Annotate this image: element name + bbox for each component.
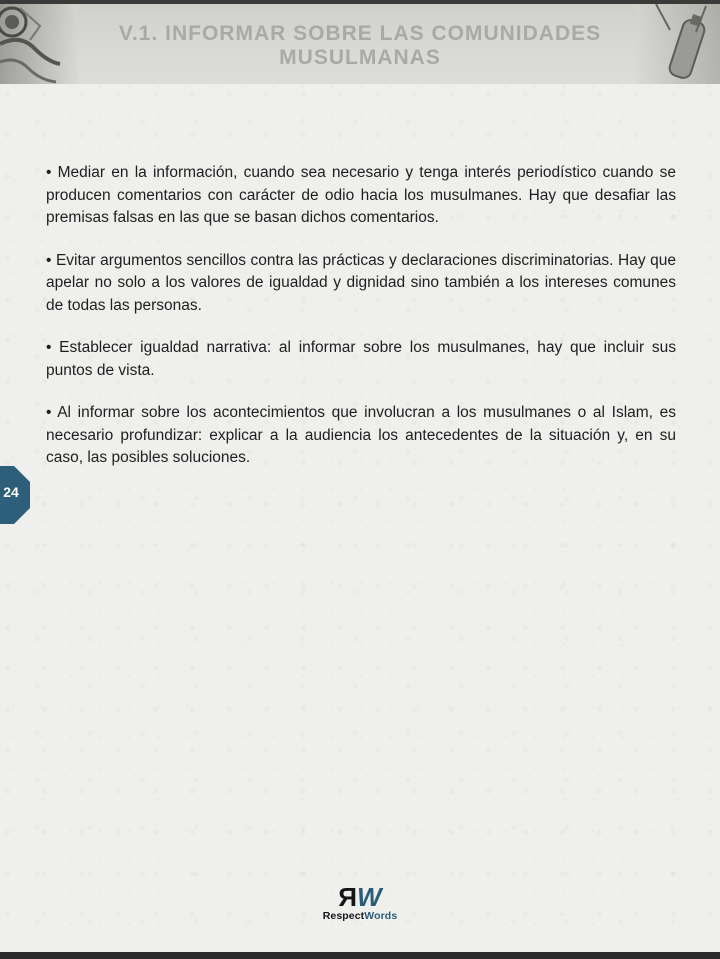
- logo-wordmark: [300, 910, 420, 922]
- respectwords-logo: [300, 884, 420, 922]
- svg-text:R: R: [338, 884, 357, 910]
- bottom-border: [0, 952, 720, 959]
- logo-wordmark-part1: Respect: [322, 910, 365, 922]
- logo-wordmark-part2: Words: [364, 910, 398, 922]
- svg-text:W: W: [357, 884, 382, 910]
- bullet-item: • Mediar en la información, cuando sea necesario y tenga interés periodístico cuando se producen comentarios con carácter de odio hacia los musulmanes. Hay que desafiar las premisas falsas en las que se basan dichos comentarios.: [46, 164, 676, 226]
- bullet-list: [46, 162, 676, 490]
- header-decoration-right: [636, 4, 720, 84]
- bullet-item: • Al informar sobre los acontecimientos que involucran a los musulmanes o al Islam, es necesario profundizar: explicar a la audiencia los antecedentes de la situación y, en su caso, las posibles soluciones.: [46, 404, 676, 466]
- bullet-item: • Establecer igualdad narrativa: al informar sobre los musulmanes, hay que incluir sus puntos de vista.: [46, 339, 676, 379]
- page-title: V.1. INFORMAR SOBRE LAS COMUNIDADES MUSULMANAS: [118, 22, 602, 69]
- page-number: 24: [3, 484, 19, 500]
- rw-logo-mark: [335, 884, 385, 910]
- bullet-item: • Evitar argumentos sencillos contra las prácticas y declaraciones discriminatorias. Hay que apelar no solo a los valores de igualdad y dignidad sino también a los intereses comunes de todas las personas.: [46, 251, 676, 314]
- header-decoration-left: [0, 4, 78, 84]
